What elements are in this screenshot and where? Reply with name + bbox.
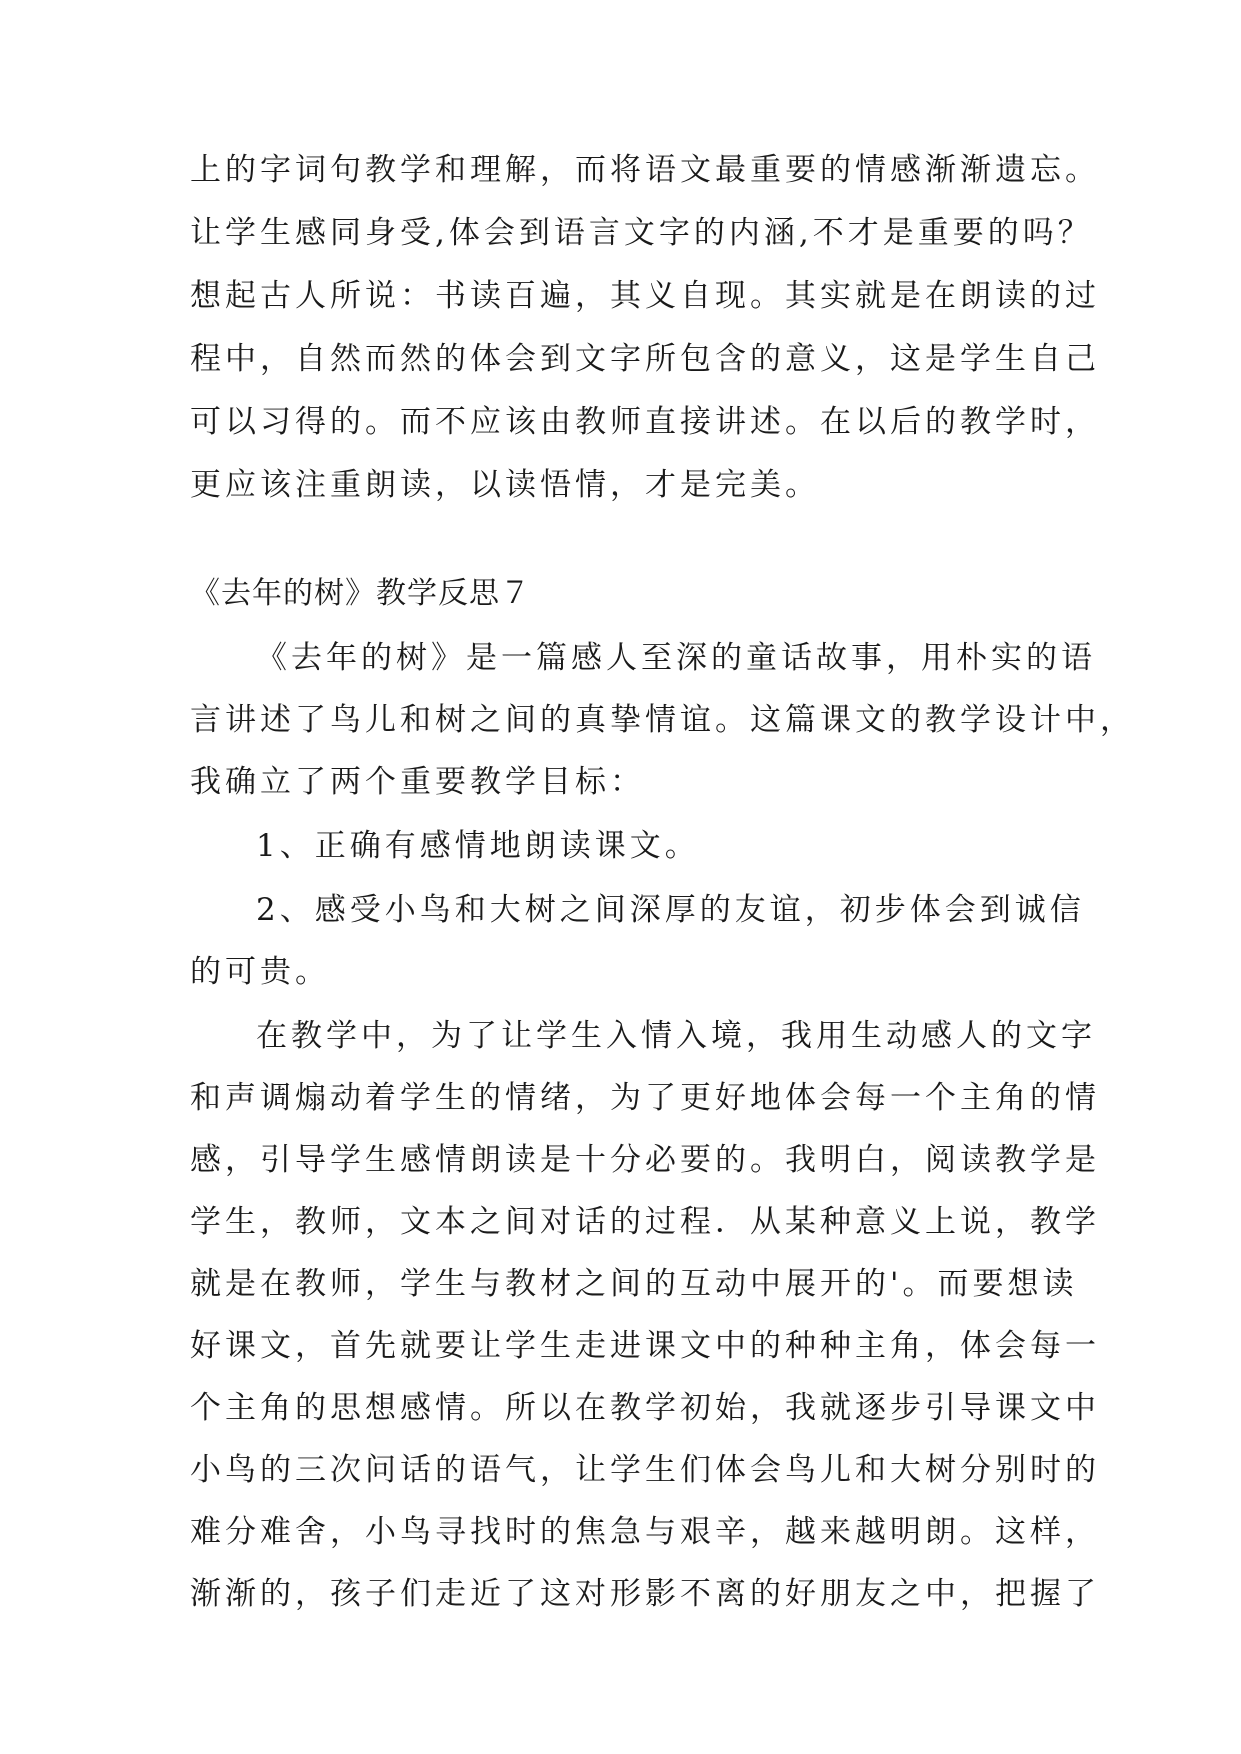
para1-line-2: 言讲述了鸟儿和树之间的真挚情谊。这篇课文的教学设计中， [190,702,1135,738]
goal-2-line-2: 的可贵。 [190,954,330,990]
intro-line-5: 可以习得的。而不应该由教师直接讲述。在以后的教学时， [190,404,1100,440]
para2-line-5: 就是在教师，学生与教材之间的互动中展开的'。而要想读 [190,1266,1078,1302]
intro-line-2: 让学生感同身受,体会到语言文字的内涵,不才是重要的吗？ [190,215,1093,251]
goal-1: 1、正确有感情地朗读课文。 [256,828,700,864]
para2-line-2: 和声调煽动着学生的情绪，为了更好地体会每一个主角的情 [190,1080,1100,1116]
para2-line-3: 感，引导学生感情朗读是十分必要的。我明白，阅读教学是 [190,1142,1100,1178]
intro-line-6: 更应该注重朗读，以读悟情，才是完美。 [190,467,820,503]
intro-line-4: 程中，自然而然的体会到文字所包含的意义，这是学生自己 [190,341,1100,377]
intro-line-1: 上的字词句教学和理解，而将语文最重要的情感渐渐遗忘。 [190,152,1100,188]
para2-line-4: 学生，教师，文本之间对话的过程．从某种意义上说，教学 [190,1204,1100,1240]
para2-line-10: 渐渐的，孩子们走近了这对形影不离的好朋友之中，把握了 [190,1576,1100,1612]
para2-line-9: 难分难舍，小鸟寻找时的焦急与艰辛，越来越明朗。这样， [190,1514,1100,1550]
para2-line-7: 个主角的思想感情。所以在教学初始，我就逐步引导课文中 [190,1390,1100,1426]
intro-line-3: 想起古人所说：书读百遍，其义自现。其实就是在朗读的过 [190,278,1100,314]
section-title: 《去年的树》教学反思７ [190,576,531,611]
para1-line-1: 《去年的树》是一篇感人至深的童话故事，用朴实的语 [256,640,1096,676]
para2-line-8: 小鸟的三次问话的语气，让学生们体会鸟儿和大树分别时的 [190,1452,1100,1488]
para2-line-6: 好课文，首先就要让学生走进课文中的种种主角，体会每一 [190,1328,1100,1364]
para2-line-1: 在教学中，为了让学生入情入境，我用生动感人的文字 [256,1018,1096,1054]
goal-2-line-1: 2、感受小鸟和大树之间深厚的友谊，初步体会到诚信 [256,892,1085,928]
para1-line-3: 我确立了两个重要教学目标： [190,764,645,800]
